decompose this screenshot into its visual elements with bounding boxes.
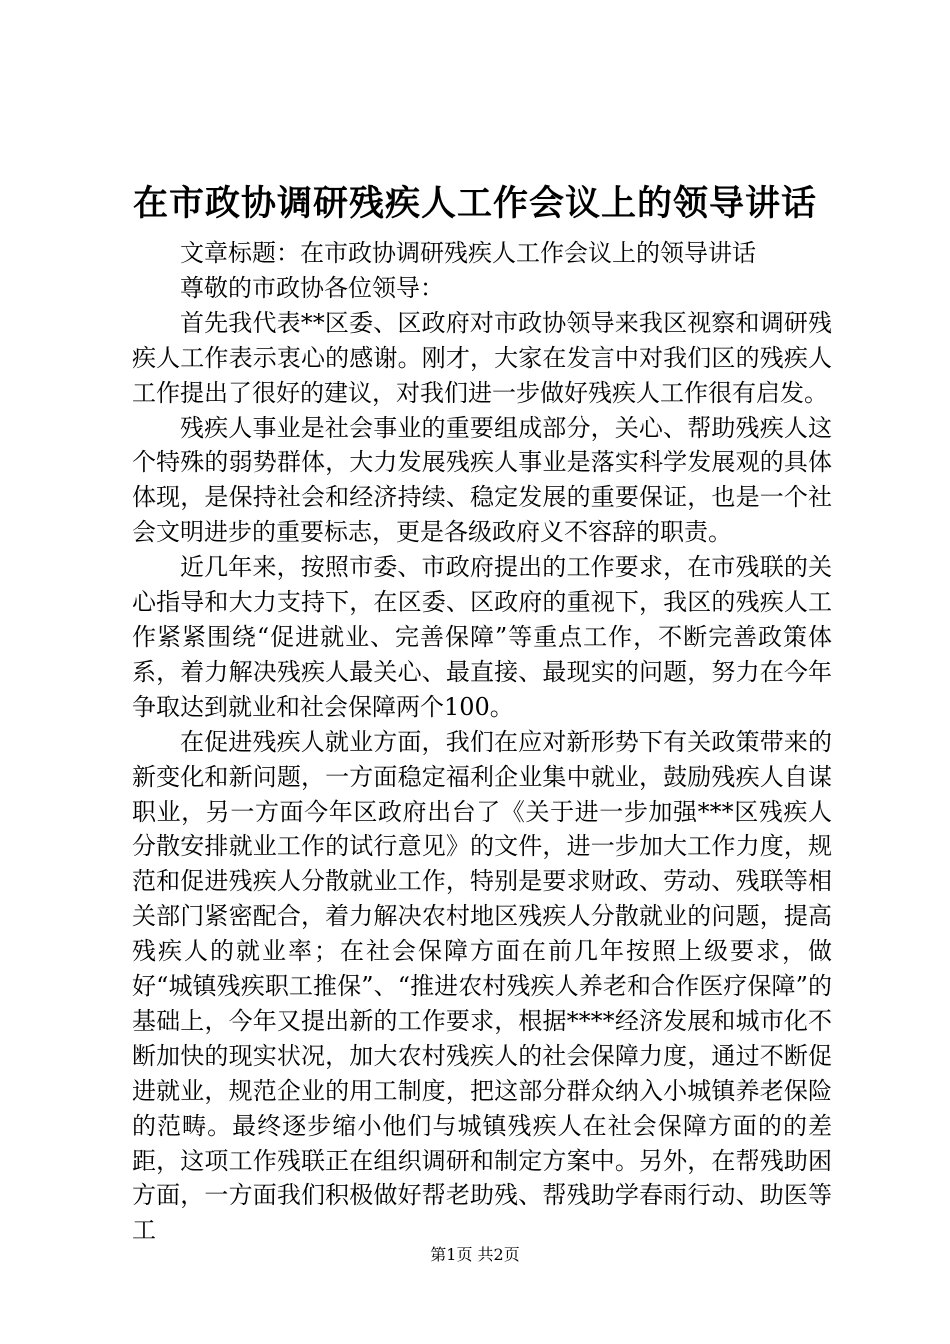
paragraph: 在促进残疾人就业方面，我们在应对新形势下有关政策带来的新变化和新问题，一方面稳定福利企业集中就业，鼓励残疾人自谋职业，另一方面今年区政府出台了《关于进一步加强***区残疾人分散安排就业工作的试行意见》的文件，进一步加大工作力度，规范和促进残疾人分散就业工作，特别是要求财政、劳动、残联等相关部门紧密配合，着力解决农村地区残疾人分散就业的问题，提高残疾人的就业率；在社会保障方面在前几年按照上级要求，做好“城镇残疾职工推保”、“推进农村残疾人养老和合作医疗保障”的基础上，今年又提出新的工作要求，根据****经济发展和城市化不断加快的现实状况，加大农村残疾人的社会保障力度，通过不断促进就业，规范企业的用工制度，把这部分群众纳入小城镇养老保险的范畴。最终逐步缩小他们与城镇残疾人在社会保障方面的的差距，这项工作残联正在组织调研和制定方案中。另外，在帮残助困方面，一方面我们积极做好帮老助残、帮残助学春雨行动、助医等工 bbox=[132, 727, 832, 1245]
paragraph: 残疾人事业是社会事业的重要组成部分，关心、帮助残疾人这个特殊的弱势群体，大力发展残疾人事业是落实科学发展观的具体体现，是保持社会和经济持续、稳定发展的重要保证，也是一个社会文明进步的重要标志，更是各级政府义不容辞的职责。 bbox=[132, 413, 832, 547]
page-footer: 第1页 共2页 bbox=[430, 1245, 520, 1264]
salutation: 尊敬的市政协各位领导： bbox=[180, 273, 444, 302]
article-title-line: 文章标题：在市政协调研残疾人工作会议上的领导讲话 bbox=[180, 239, 756, 267]
paragraph: 近几年来，按照市委、市政府提出的工作要求，在市残联的关心指导和大力支持下，在区委、区政府的重视下，我区的残疾人工作紧紧围绕“促进就业、完善保障”等重点工作，不断完善政策体系，着力解决残疾人最关心、最直接、最现实的问题，努力在今年争取达到就业和社会保障两个100。 bbox=[132, 553, 832, 721]
document-title: 在市政协调研残疾人工作会议上的领导讲话 bbox=[132, 183, 817, 224]
document-body bbox=[132, 236, 832, 1248]
paragraph: 首先我代表**区委、区政府对市政协领导来我区视察和调研残疾人工作表示衷心的感谢。刚才，大家在发言中对我们区的残疾人工作提出了很好的建议，对我们进一步做好残疾人工作很有启发。 bbox=[132, 308, 832, 407]
